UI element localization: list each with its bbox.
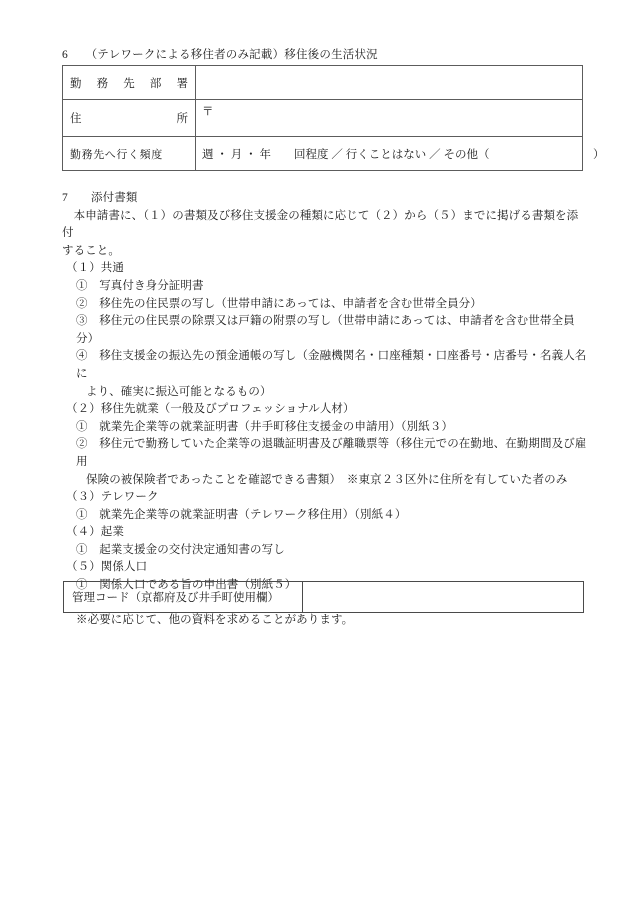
- list-item: ① 写真付き身分証明書: [76, 279, 204, 292]
- list-item: ② 移住元で勤務していた企業等の退職証明書及び離職票等（移住元での在勤地、在勤期間及び雇用: [76, 438, 587, 468]
- list-item: ② 移住先の住民票の写し（世帯申請にあっては、申請者を含む世帯全員分）: [76, 297, 482, 310]
- address-label-text: 住 所: [70, 113, 188, 125]
- table-row: [63, 137, 583, 171]
- attachment-group-title-2: （２）移住先就業（一般及びプロフェッショナル人材）: [66, 403, 355, 416]
- section-7-intro-line-2: すること。: [62, 244, 120, 257]
- table-row: [63, 66, 583, 100]
- management-code-table: [63, 581, 584, 613]
- table-row: [63, 100, 583, 137]
- postal-code-mark-icon: 〒: [202, 106, 214, 118]
- list-item-continuation: より、確実に振込可能となるもの）: [86, 385, 272, 398]
- management-code-label: 管理コード（京都府及び井手町使用欄）: [64, 582, 303, 613]
- list-item: ④ 移住支援金の振込先の預金通帳の写し（金融機関名・口座種類・口座番号・店番号・名義人名に: [76, 350, 587, 380]
- visit-frequency-value[interactable]: [196, 137, 605, 171]
- list-item: ① 関係人口である旨の申出書（別紙５）: [76, 579, 297, 592]
- workplace-department-label: [63, 66, 196, 100]
- table-row: [64, 582, 584, 613]
- list-item: ① 起業支援金の交付決定通知書の写し: [76, 543, 285, 556]
- list-item: ① 就業先企業等の就業証明書（テレワーク移住用）（別紙４）: [76, 508, 407, 521]
- workplace-department-label-text: 勤 務 先 部 署: [70, 77, 188, 90]
- visit-frequency-label-text: 勤務先へ行く頻度: [70, 148, 163, 161]
- attachment-group-title-5: （５）関係人口: [66, 561, 148, 574]
- attachment-group-title-4: （４）起業: [66, 526, 124, 539]
- list-item: ① 就業先企業等の就業証明書（井手町移住支援金の申請用）（別紙３）: [76, 420, 454, 433]
- visit-frequency-label: [63, 137, 196, 171]
- additional-documents-note: ※必要に応じて、他の資料を求めることがあります。: [76, 614, 354, 627]
- attachment-group-title-1: （１）共通: [66, 262, 124, 275]
- visit-frequency-options: 週 ・ 月 ・ 年 回程度 ／ 行くことはない ／ その他（ ）: [202, 148, 605, 161]
- list-item: ③ 移住元の住民票の除票又は戸籍の附票の写し（世帯申請にあっては、申請者を含む世帯全員分）: [76, 315, 575, 345]
- address-label: [63, 100, 196, 137]
- section-7-intro-line-1: 本申請書に、（１）の書類及び移住支援金の種類に応じて（２）から（５）までに掲げる書類を添付: [62, 209, 579, 240]
- section-7-attachments: [62, 190, 587, 630]
- section-7-heading: 7 添付書類: [62, 192, 138, 204]
- management-code-value[interactable]: [303, 582, 584, 613]
- list-item-continuation: 保険の被保険者であったことを確認できる書類） ※東京２３区外に住所を有していた者のみ: [86, 473, 568, 486]
- living-situation-table: [62, 65, 605, 171]
- section-6-heading: 6 （テレワークによる移住者のみ記載）移住後の生活状況: [62, 49, 378, 61]
- workplace-department-value[interactable]: [196, 66, 583, 100]
- address-value[interactable]: [196, 100, 583, 137]
- attachment-group-title-3: （３）テレワーク: [66, 491, 159, 504]
